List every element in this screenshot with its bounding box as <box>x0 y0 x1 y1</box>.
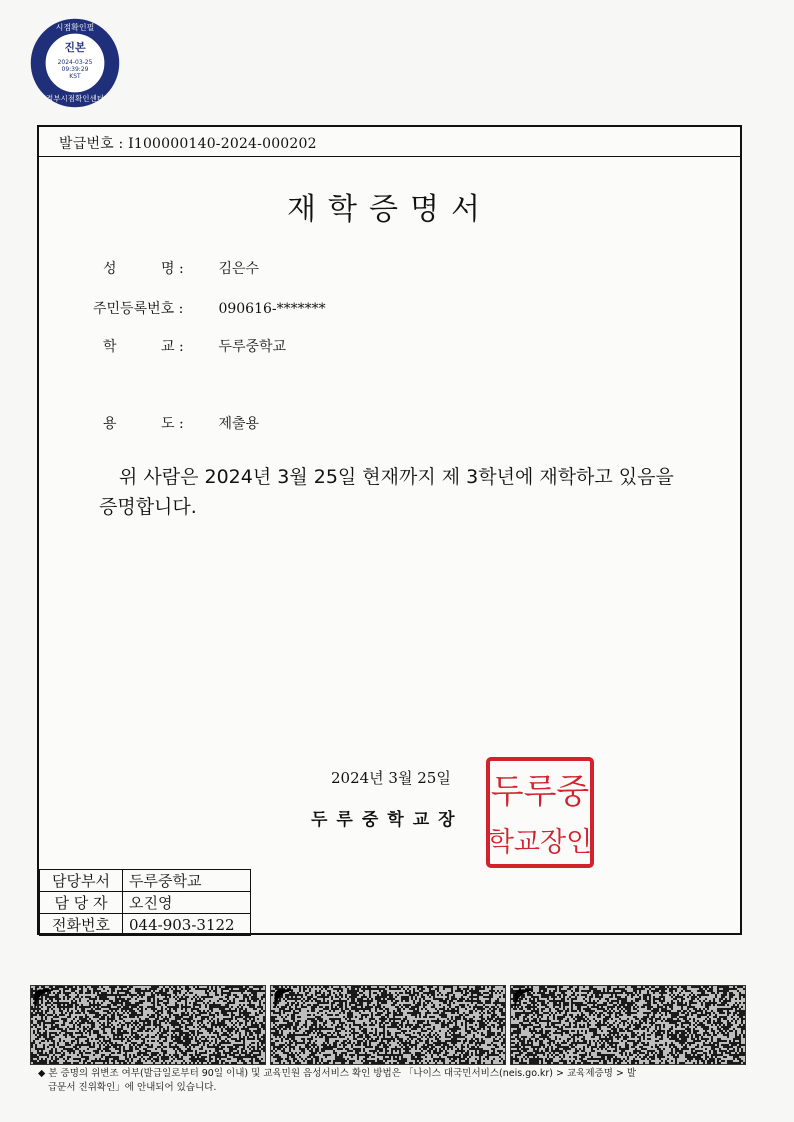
stamp-bottom-text: 정부시점확인센터 <box>46 94 104 103</box>
verification-note <box>38 1067 758 1095</box>
barcode-pattern-icon <box>271 986 506 1065</box>
stamp-tz: KST <box>69 73 81 80</box>
note-line-1: ◆ 본 증명의 위변조 여부(발급일로부터 90일 이내) 및 교육민원 음성서비스 확인 방법은 「나이스 대국민서비스(neis.go.kr) > 교육제증명 > 발 <box>38 1068 637 1079</box>
field-name <box>103 258 259 278</box>
seal-line-2: 학교장인 <box>487 827 593 858</box>
field-label: 주민등록번호 : <box>93 301 184 317</box>
field-value: 두루중학교 <box>218 339 287 355</box>
issue-number-row <box>39 127 740 157</box>
stamp-top-text: 시점확인필 <box>55 23 95 32</box>
contact-label: 전화번호 <box>40 914 123 936</box>
certificate-frame <box>37 125 742 935</box>
principal-title: 두루중학교장 <box>311 810 464 830</box>
field-label: 용 도 : <box>103 416 184 432</box>
contact-label: 담당부서 <box>40 870 123 892</box>
timestamp-stamp-icon <box>30 18 120 108</box>
note-line-2: 급문서 진위확인」에 안내되어 있습니다. <box>48 1082 217 1093</box>
field-school <box>103 336 286 356</box>
field-resident-number <box>93 298 326 318</box>
issue-number: 발급번호 : I100000140-2024-000202 <box>59 136 317 152</box>
stamp-time: 09:39:29 <box>61 66 89 73</box>
statement-line-2: 증명합니다. <box>99 496 197 518</box>
verification-code-1 <box>30 985 266 1065</box>
school-seal-icon <box>484 755 596 870</box>
field-label: 학 교 : <box>103 339 184 355</box>
statement-line-1: 위 사람은 2024년 3월 25일 현재까지 제 3학년에 재학하고 있음을 <box>119 466 674 488</box>
contact-label: 담 당 자 <box>40 892 123 914</box>
stamp-date: 2024-03-25 <box>57 59 93 66</box>
field-value: 제출용 <box>218 416 260 432</box>
stamp-main-text: 진본 <box>64 41 86 54</box>
issue-date: 2024년 3월 25일 <box>331 769 451 787</box>
verification-code-3 <box>510 985 746 1065</box>
field-purpose <box>103 413 259 433</box>
contact-value: 044-903-3122 <box>123 914 251 936</box>
certification-statement <box>99 462 729 522</box>
document-title: 재학증명서 <box>287 192 492 227</box>
field-value: 김은수 <box>218 261 260 277</box>
contact-table <box>39 869 251 936</box>
field-label: 성 명 : <box>103 261 184 277</box>
barcode-pattern-icon <box>511 986 746 1065</box>
table-row <box>40 914 251 936</box>
seal-line-1: 두루중 <box>490 772 590 812</box>
table-row <box>40 870 251 892</box>
contact-value: 두루중학교 <box>123 870 251 892</box>
table-row <box>40 892 251 914</box>
verification-code-2 <box>270 985 506 1065</box>
contact-value: 오진영 <box>123 892 251 914</box>
barcode-pattern-icon <box>31 986 266 1065</box>
field-value: 090616-******* <box>218 301 326 317</box>
